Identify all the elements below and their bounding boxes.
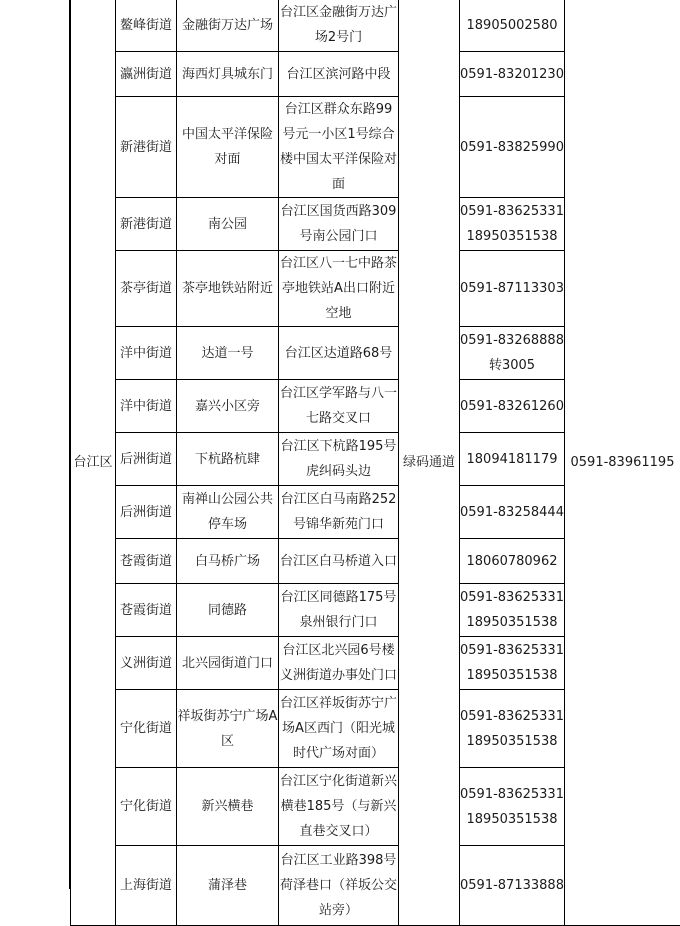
phone-number: 0591-87113303 [460, 276, 564, 301]
site-cell: 海西灯具城东门 [177, 52, 279, 97]
phone-number: 0591-83625331 [460, 782, 564, 807]
address-cell: 台江区学军路与八一七路交叉口 [279, 380, 399, 433]
address-cell: 台江区滨河路中段 [279, 52, 399, 97]
street-cell: 义洲街道 [116, 637, 177, 690]
phone-number: 0591-83261260 [460, 394, 564, 419]
site-cell: 蒲泽巷 [177, 846, 279, 926]
site-cell: 嘉兴小区旁 [177, 380, 279, 433]
phone-cell [460, 539, 565, 584]
phone-cell [460, 198, 565, 251]
site-cell: 北兴园街道门口 [177, 637, 279, 690]
site-cell: 金融街万达广场 [177, 0, 279, 52]
site-cell: 下杭路杭肆 [177, 433, 279, 486]
address-cell: 台江区白马桥道入口 [279, 539, 399, 584]
street-cell: 苍霞街道 [116, 584, 177, 637]
phone-cell [460, 637, 565, 690]
phone-number: 18950351538 [460, 729, 564, 754]
address-cell: 台江区同德路175号泉州银行门口 [279, 584, 399, 637]
address-cell: 台江区白马南路252号锦华新苑门口 [279, 486, 399, 539]
phone-number: 0591-83258444 [460, 500, 564, 525]
site-cell: 中国太平洋保险对面 [177, 97, 279, 198]
address-cell: 台江区达道路68号 [279, 327, 399, 380]
phone-number: 18094181179 [460, 447, 564, 472]
phone-cell [460, 327, 565, 380]
table-row [71, 0, 680, 52]
phone-cell [460, 52, 565, 97]
street-cell: 宁化街道 [116, 768, 177, 846]
site-cell: 白马桥广场 [177, 539, 279, 584]
address-cell: 台江区祥坂街苏宁广场A区西门（阳光城时代广场对面） [279, 690, 399, 768]
address-cell: 台江区宁化街道新兴横巷185号（与新兴直巷交叉口） [279, 768, 399, 846]
phone-number: 0591-83625331 [460, 199, 564, 224]
site-cell: 南公园 [177, 198, 279, 251]
street-cell: 洋中街道 [116, 327, 177, 380]
street-cell: 鳌峰街道 [116, 0, 177, 52]
street-cell: 后洲街道 [116, 433, 177, 486]
testing-sites-table [70, 0, 680, 926]
phone-cell [460, 768, 565, 846]
street-cell: 上海街道 [116, 846, 177, 926]
street-cell: 宁化街道 [116, 690, 177, 768]
phone-number: 18950351538 [460, 224, 564, 249]
phone-number: 0591-83625331 [460, 704, 564, 729]
phone-cell [460, 0, 565, 52]
address-cell: 台江区工业路398号荷泽巷口（祥坂公交站旁） [279, 846, 399, 926]
address-cell: 台江区群众东路99号元一小区1号综合楼中国太平洋保险对面 [279, 97, 399, 198]
district-cell: 台江区 [71, 0, 116, 926]
phone-number: 转3005 [460, 353, 564, 378]
site-cell: 达道一号 [177, 327, 279, 380]
phone-number: 0591-83268888 [460, 328, 564, 353]
street-cell: 苍霞街道 [116, 539, 177, 584]
phone-cell [460, 486, 565, 539]
street-cell: 新港街道 [116, 97, 177, 198]
phone-cell [460, 433, 565, 486]
address-cell: 台江区北兴园6号楼义洲街道办事处门口 [279, 637, 399, 690]
street-cell: 后洲街道 [116, 486, 177, 539]
street-cell: 茶亭街道 [116, 251, 177, 327]
site-cell: 新兴横巷 [177, 768, 279, 846]
street-cell: 洋中街道 [116, 380, 177, 433]
phone-cell [460, 846, 565, 926]
site-cell: 同德路 [177, 584, 279, 637]
phone-number: 0591-83625331 [460, 638, 564, 663]
phone-number: 0591-83625331 [460, 585, 564, 610]
phone-number: 18905002580 [460, 13, 564, 38]
street-cell: 瀛洲街道 [116, 52, 177, 97]
phone-cell [460, 690, 565, 768]
phone-number: 18950351538 [460, 807, 564, 832]
phone-number: 0591-83825990 [460, 135, 564, 160]
phone-cell [460, 97, 565, 198]
phone-number: 18060780962 [460, 549, 564, 574]
channel-cell: 绿码通道 [399, 0, 460, 926]
address-cell: 台江区金融街万达广场2号门 [279, 0, 399, 52]
phone-number: 0591-83201230 [460, 62, 564, 87]
street-cell: 新港街道 [116, 198, 177, 251]
phone-cell [460, 584, 565, 637]
phone-cell [460, 380, 565, 433]
phone-number: 18950351538 [460, 610, 564, 635]
site-cell: 茶亭地铁站附近 [177, 251, 279, 327]
hotline-cell: 0591-83961195 [565, 0, 680, 926]
site-cell: 南禅山公园公共停车场 [177, 486, 279, 539]
phone-cell [460, 251, 565, 327]
site-cell: 祥坂街苏宁广场A区 [177, 690, 279, 768]
phone-number: 18950351538 [460, 663, 564, 688]
phone-number: 0591-87133888 [460, 873, 564, 898]
address-cell: 台江区国货西路309号南公园门口 [279, 198, 399, 251]
address-cell: 台江区八一七中路茶亭地铁站A出口附近空地 [279, 251, 399, 327]
left-margin-column [0, 0, 70, 889]
address-cell: 台江区下杭路195号虎纠码头边 [279, 433, 399, 486]
